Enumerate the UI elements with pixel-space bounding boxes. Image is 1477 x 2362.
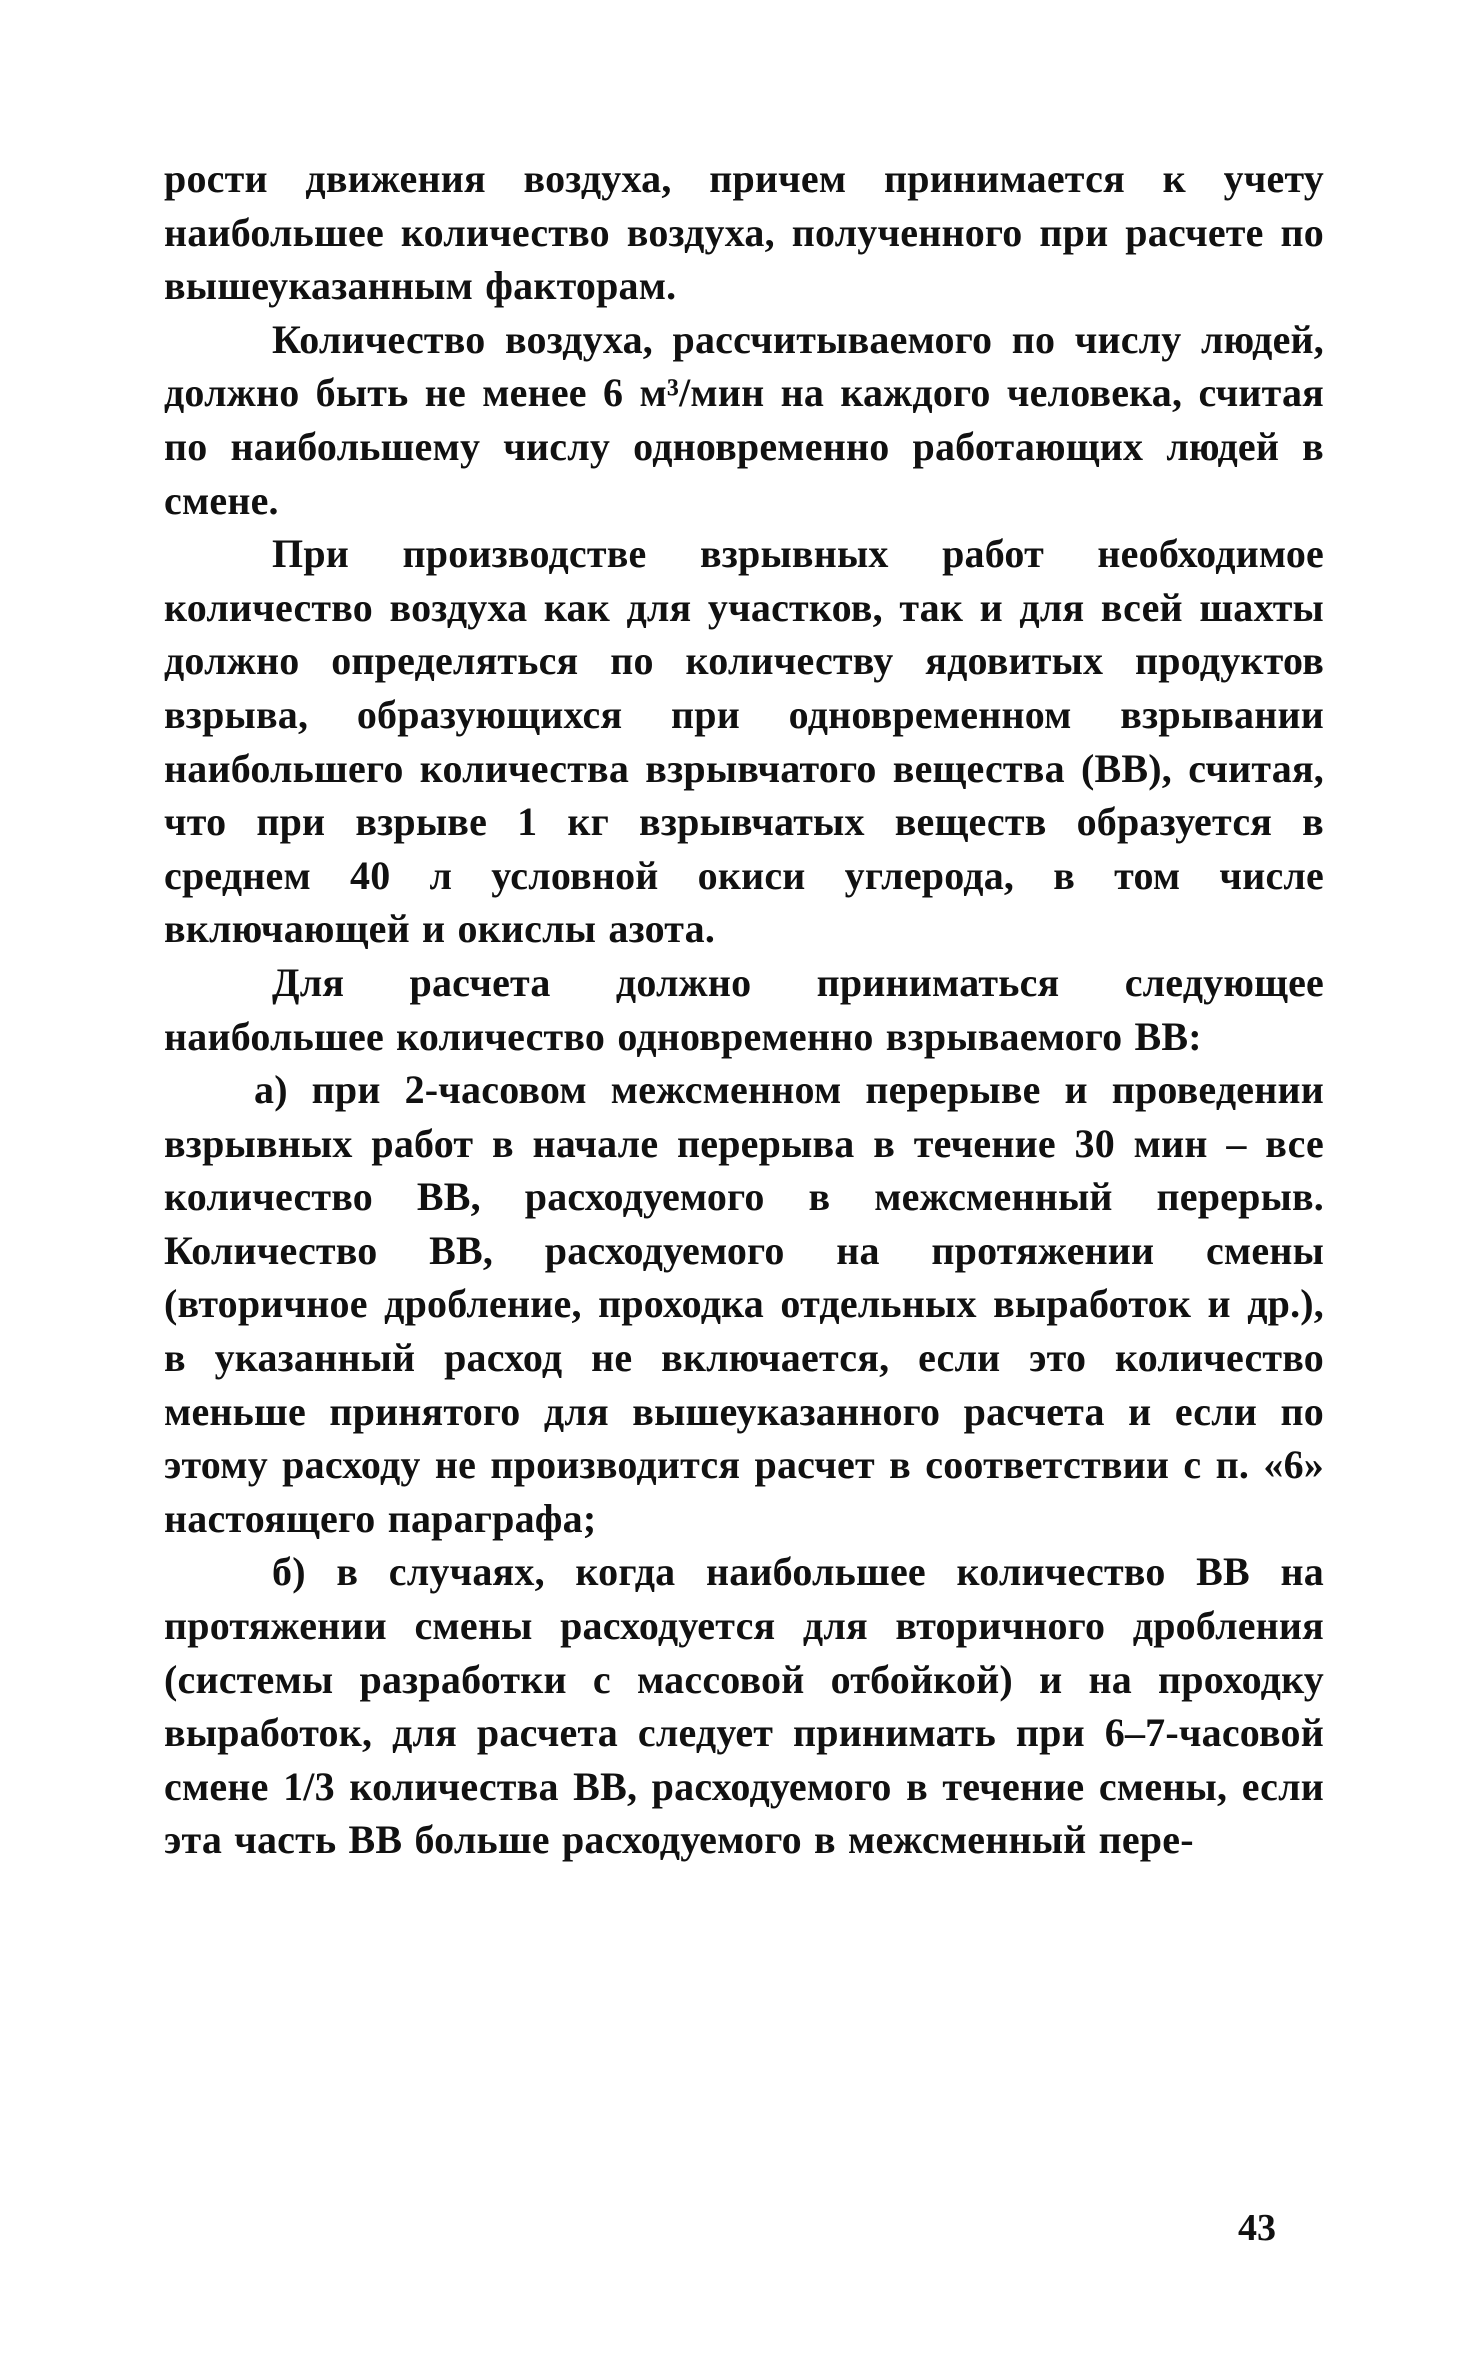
document-page xyxy=(164,152,1324,1867)
paragraph-blasting-air: При производстве взрывных работ необходимое количество воздуха как для участков, так и для всей шахты должно определяться по количеству ядовитых продуктов взрыва, образующихся при одновременном взрывании наибольшего количества взрывчатого вещества (ВВ), считая, что при взрыве 1 кг взрывчатых веществ образуется в среднем 40 л условной окиси углерода, в том числе включающей и окислы азота. xyxy=(164,531,1324,952)
list-item-a: а) при 2-часовом межсменном перерыве и проведении взрывных работ в начале перерыва в течение 30 мин – все количество ВВ, расходуемого в межсменный перерыв. Количество ВВ, расходуемого на протяжении смены (вторичное дробление, проходка отдельных выработок и др.), в указанный расход не включается, если это количество меньше принятого для вышеуказанного расчета и если по этому расходу не производится расчет в соответствии с п. «6» настоящего параграфа; xyxy=(164,1067,1324,1541)
paragraph-continuation: рости движения воздуха, причем принимается к учету наибольшее количество воздуха, полученного при расчете по вышеуказанным факторам. xyxy=(164,156,1324,309)
paragraph-calculation-basis: Для расчета должно приниматься следующее наибольшее количество одновременно взрываемого ВВ: xyxy=(164,959,1324,1059)
page-number: 43 xyxy=(1238,2207,1276,2249)
paragraph-air-per-person: Количество воздуха, рассчитываемого по числу людей, должно быть не менее 6 м³/мин на каждого человека, считая по наибольшему числу одновременно работающих людей в смене. xyxy=(164,316,1324,523)
list-item-b: б) в случаях, когда наибольшее количество ВВ на протяжении смены расходуется для вторичного дробления (системы разработки с массовой отбойкой) и на проходку выработок, для расчета следует принимать при 6–7-часовой смене 1/3 количества ВВ, расходуемого в течение смены, если эта часть ВВ больше расходуемого в межсменный пере- xyxy=(164,1549,1324,1863)
